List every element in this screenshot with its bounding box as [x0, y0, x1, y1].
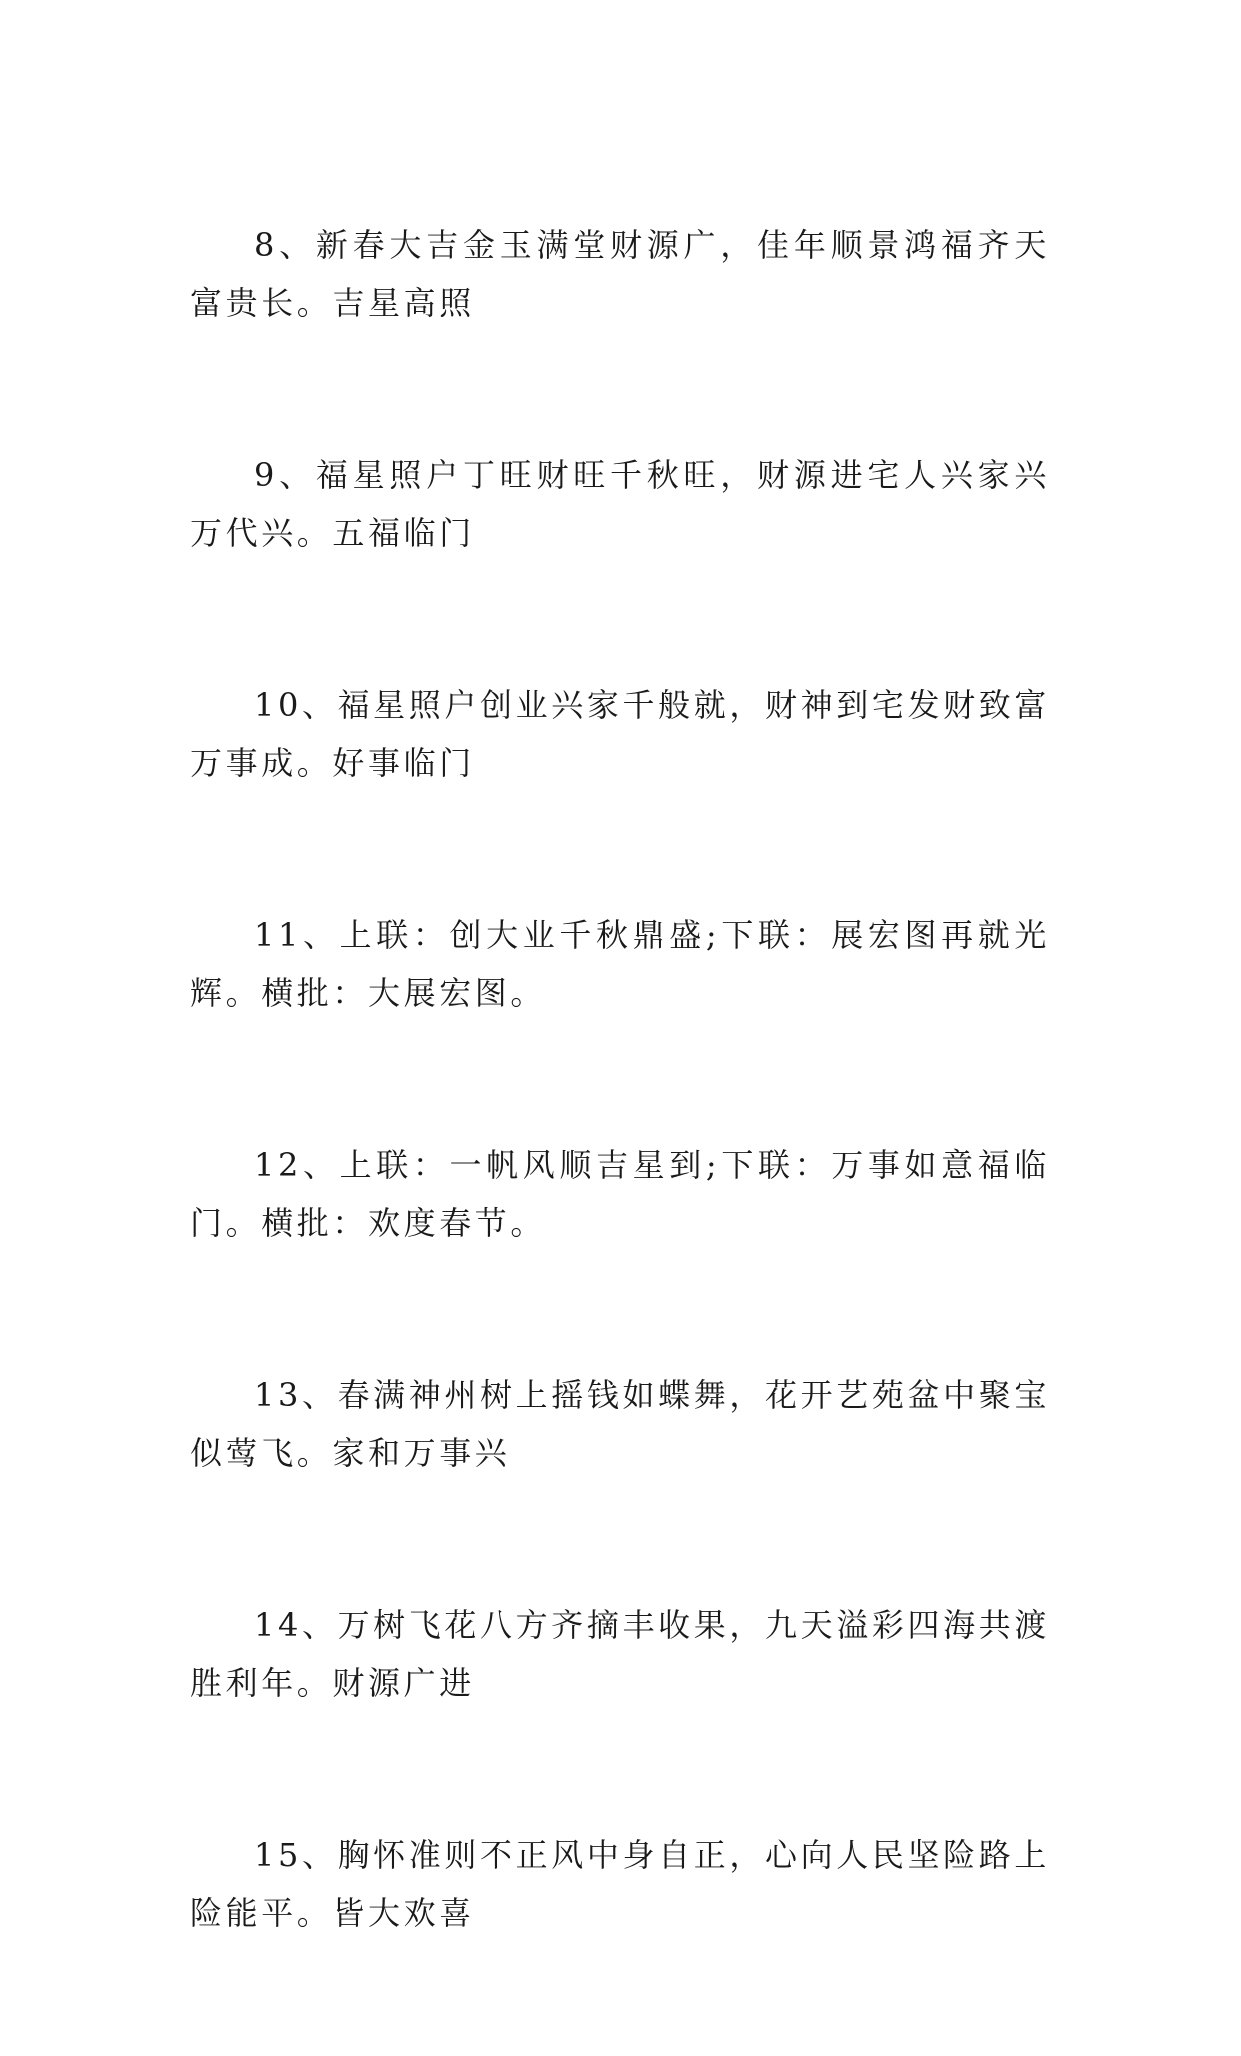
document-body	[190, 216, 1050, 2056]
couplet-paragraph-11: 11、上联：创大业千秋鼎盛;下联：展宏图再就光辉。横批：大展宏图。	[190, 916, 1050, 1012]
couplet-paragraph-13: 13、春满神州树上摇钱如蝶舞，花开艺苑盆中聚宝似莺飞。家和万事兴	[190, 1376, 1050, 1472]
couplet-paragraph-10: 10、福星照户创业兴家千般就，财神到宅发财致富万事成。好事临门	[190, 686, 1050, 782]
couplet-paragraph-12: 12、上联：一帆风顺吉星到;下联：万事如意福临门。横批：欢度春节。	[190, 1146, 1050, 1242]
couplet-paragraph-14: 14、万树飞花八方齐摘丰收果，九天溢彩四海共渡胜利年。财源广进	[190, 1606, 1050, 1702]
couplet-paragraph-8: 8、新春大吉金玉满堂财源广，佳年顺景鸿福齐天富贵长。吉星高照	[190, 226, 1050, 322]
couplet-paragraph-9: 9、福星照户丁旺财旺千秋旺，财源进宅人兴家兴万代兴。五福临门	[190, 456, 1050, 552]
couplet-paragraph-15: 15、胸怀准则不正风中身自正，心向人民坚险路上险能平。皆大欢喜	[190, 1836, 1050, 1932]
